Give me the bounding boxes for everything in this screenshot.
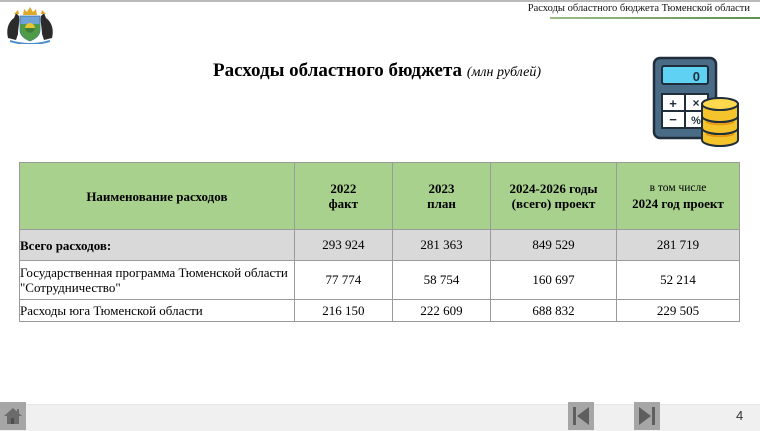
column-header-line2: план (427, 196, 456, 211)
cell-2022: 293 924 (294, 230, 392, 261)
column-header-line2: факт (328, 196, 359, 211)
page-heading-unit: (млн рублей) (466, 65, 542, 80)
cell-2023: 281 363 (392, 230, 490, 261)
row-name: Всего расходов: (20, 230, 295, 261)
top-border (0, 0, 760, 2)
column-header-line1: в том числе (649, 182, 707, 194)
cell-2024-2026: 688 832 (491, 300, 617, 322)
column-header-line1: 2024-2026 годы (509, 181, 598, 196)
column-header-2023 (392, 163, 490, 230)
cell-2024-2026: 160 697 (491, 261, 617, 300)
page-heading-text: Расходы областного бюджета (212, 60, 463, 81)
cell-2023: 222 609 (392, 300, 490, 322)
svg-text:−: − (669, 112, 677, 127)
previous-slide-icon (570, 405, 592, 427)
svg-text:×: × (692, 96, 700, 110)
budget-table (19, 162, 740, 322)
table-row-total (20, 230, 740, 261)
cell-2022: 77 774 (294, 261, 392, 300)
cell-2024: 229 505 (616, 300, 739, 322)
column-header-2022 (294, 163, 392, 230)
row-name: Расходы юга Тюменской области (20, 300, 295, 322)
column-header-name (20, 163, 295, 230)
header-title: Расходы областного бюджета Тюменской области (527, 3, 750, 14)
column-header-line1: 2022 (330, 181, 357, 196)
calculator-coins-icon (650, 56, 744, 150)
table-header-row (20, 163, 740, 230)
page-title (0, 60, 760, 82)
cell-2024: 281 719 (616, 230, 739, 261)
header-underline (550, 17, 760, 19)
column-header-line2: (всего) проект (511, 196, 596, 211)
next-slide-button[interactable] (634, 402, 660, 430)
cell-2023: 58 754 (392, 261, 490, 300)
svg-text:%: % (691, 115, 701, 127)
previous-slide-button[interactable] (568, 402, 594, 430)
home-button[interactable] (0, 402, 26, 430)
cell-2024: 52 214 (616, 261, 739, 300)
column-header-2024 (616, 163, 739, 230)
cell-2022: 216 150 (294, 300, 392, 322)
column-header-line2: 2024 год проект (632, 196, 724, 211)
cell-2024-2026: 849 529 (491, 230, 617, 261)
table-row (20, 261, 740, 300)
page-number: 4 (736, 408, 744, 423)
column-header-line1: 2023 (428, 181, 455, 196)
svg-text:0: 0 (692, 69, 700, 84)
table-row (20, 300, 740, 322)
home-icon (3, 406, 23, 426)
tyumen-coat-of-arms-icon (4, 4, 56, 44)
svg-text:+: + (669, 96, 677, 111)
column-header-name-label: Наименование расходов (86, 188, 228, 204)
column-header-2024-2026 (491, 163, 617, 230)
row-name: Государственная программа Тюменской области "Сотрудничество" (20, 261, 295, 300)
next-slide-icon (636, 405, 658, 427)
